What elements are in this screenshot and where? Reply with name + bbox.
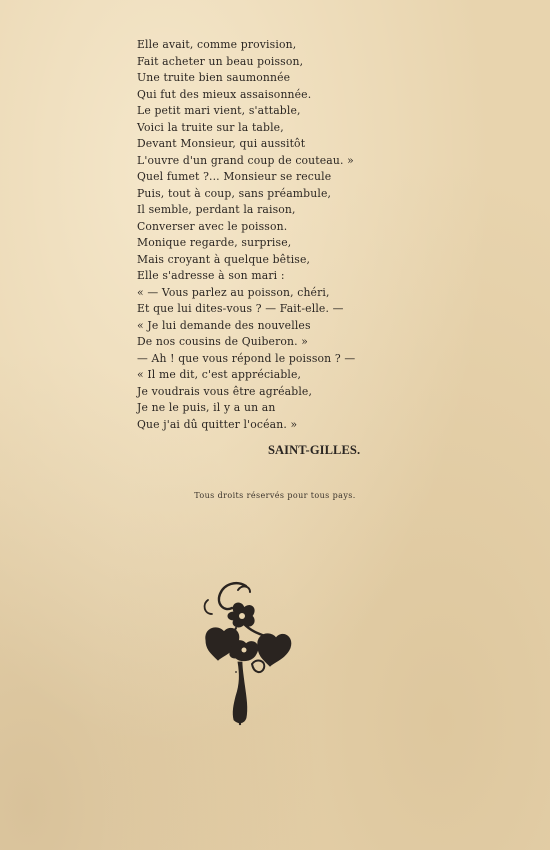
- poem-line: Puis, tout à coup, sans préambule,: [137, 186, 332, 200]
- poem-line: Mais croyant à quelque bêtise,: [137, 252, 311, 266]
- poem-line: « Il me dit, c'est appréciable,: [137, 368, 302, 381]
- poem-line: Je voudrais vous être agréable,: [137, 384, 313, 398]
- poem-line: Une truite bien saumonnée: [137, 71, 291, 84]
- poem: [137, 37, 377, 433]
- poem-line: Quel fumet ?... Monsieur se recule: [137, 170, 332, 183]
- poem-line: « Je lui demande des nouvelles: [137, 318, 311, 332]
- poem-line: « — Vous parlez au poisson, chéri,: [137, 285, 330, 299]
- floral-vignette-icon: [196, 578, 296, 728]
- poem-line: L'ouvre d'un grand coup de couteau. »: [137, 153, 354, 167]
- poem-line: Elle avait, comme provision,: [137, 38, 297, 51]
- poem-line: Il semble, perdant la raison,: [137, 203, 296, 216]
- poem-line: Et que lui dites-vous ? — Fait-elle. —: [137, 302, 344, 315]
- poem-line: Elle s'adresse à son mari :: [137, 269, 285, 282]
- author-signature: SAINT-GILLES.: [268, 443, 361, 457]
- poem-line: — Ah ! que vous répond le poisson ? —: [137, 351, 356, 365]
- poem-line: De nos cousins de Quiberon. »: [137, 335, 309, 348]
- poem-line: Fait acheter un beau poisson,: [137, 54, 304, 68]
- poem-line: Devant Monsieur, qui aussitôt: [137, 137, 306, 150]
- copyright-notice: Tous droits réservés pour tous pays.: [194, 491, 356, 500]
- poem-line: Que j'ai dû quitter l'océan. »: [137, 417, 298, 431]
- poem-line: Converser avec le poisson.: [137, 219, 288, 233]
- poem-line: Le petit mari vient, s'attable,: [137, 104, 301, 117]
- poem-line: Qui fut des mieux assaisonnée.: [137, 87, 312, 101]
- poem-line: Monique regarde, surprise,: [137, 236, 292, 249]
- poem-line: Voici la truite sur la table,: [137, 120, 284, 134]
- poem-line: Je ne le puis, il y a un an: [137, 401, 276, 414]
